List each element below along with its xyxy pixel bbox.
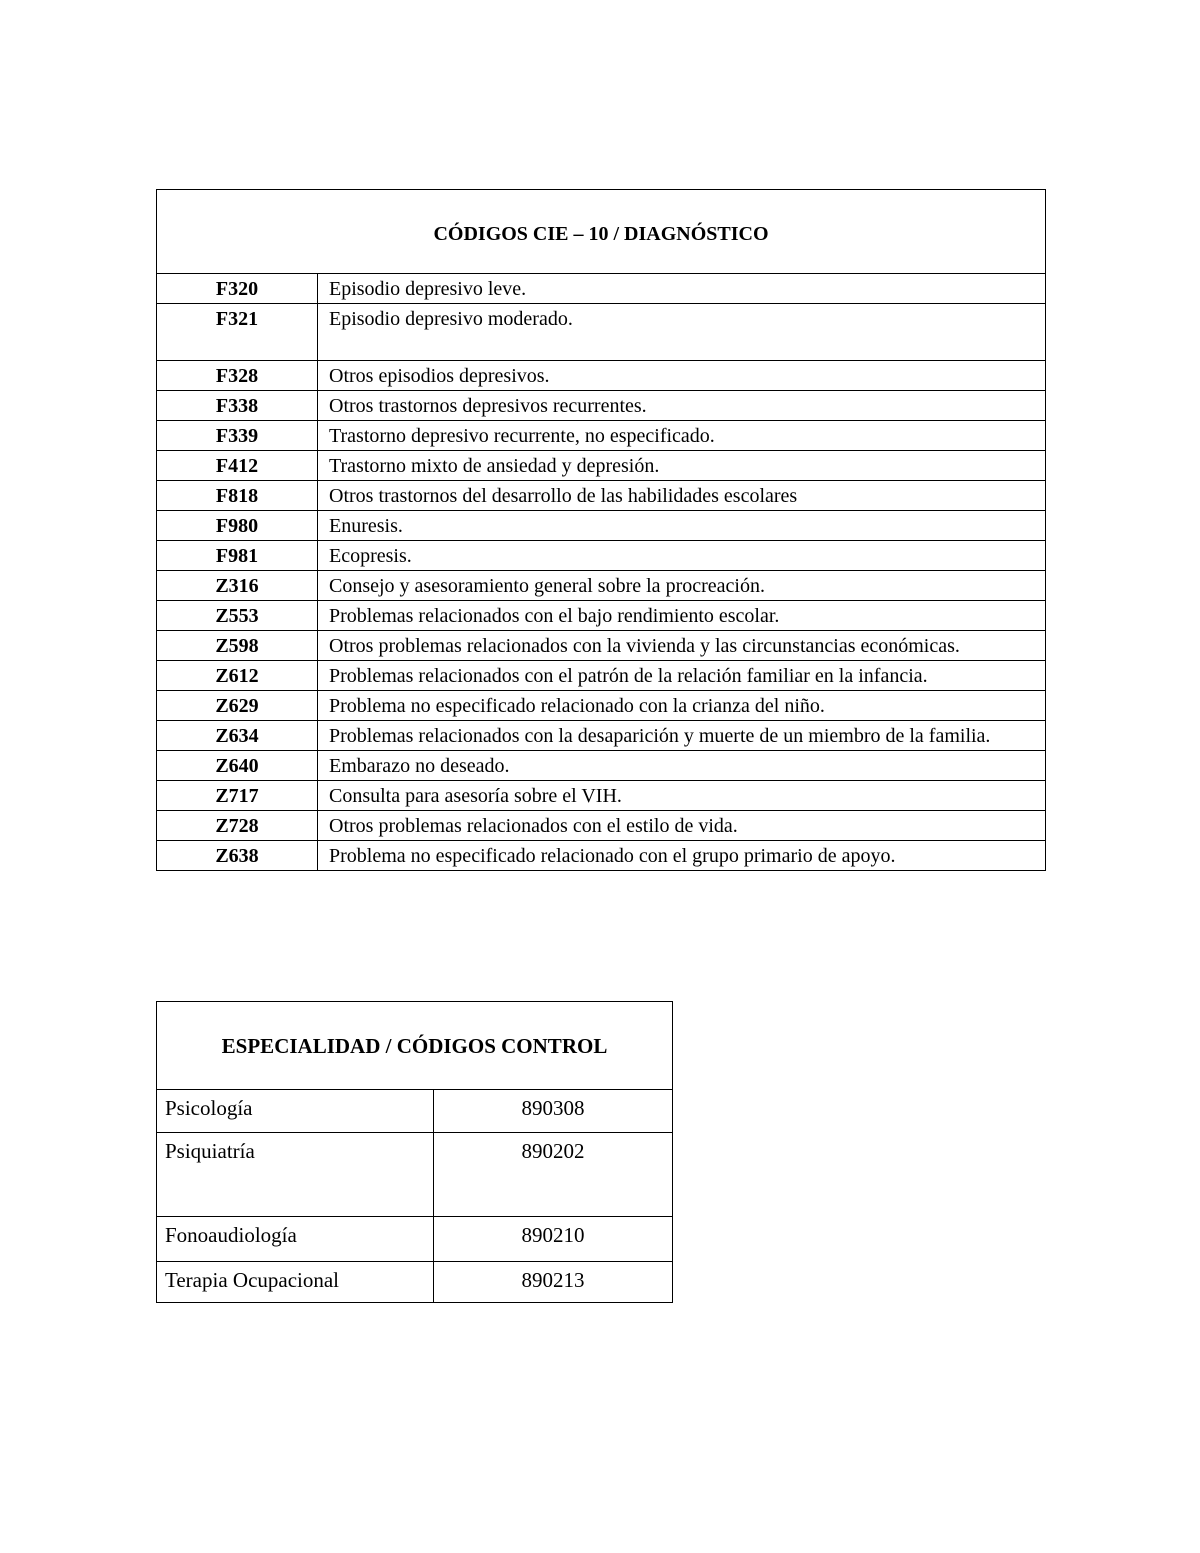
diagnosis-description: Problemas relacionados con el bajo rendimiento escolar. xyxy=(318,601,1046,631)
diagnosis-description: Otros trastornos depresivos recurrentes. xyxy=(318,391,1046,421)
table-row xyxy=(157,1090,673,1133)
diagnosis-code: F338 xyxy=(157,391,318,421)
diagnosis-description: Trastorno depresivo recurrente, no especificado. xyxy=(318,421,1046,451)
table-row xyxy=(157,631,1046,661)
table-row xyxy=(157,541,1046,571)
table-row xyxy=(157,391,1046,421)
diagnosis-description: Problemas relacionados con la desaparición y muerte de un miembro de la familia. xyxy=(318,721,1046,751)
diagnosis-code: Z638 xyxy=(157,841,318,871)
table-row xyxy=(157,361,1046,391)
diagnosis-description: Embarazo no deseado. xyxy=(318,751,1046,781)
table-row xyxy=(157,511,1046,541)
diagnosis-code: F321 xyxy=(157,304,318,361)
diagnosis-description: Ecopresis. xyxy=(318,541,1046,571)
table-row xyxy=(157,721,1046,751)
diagnosis-description: Otros problemas relacionados con el estilo de vida. xyxy=(318,811,1046,841)
diagnosis-code: F980 xyxy=(157,511,318,541)
diagnosis-description: Trastorno mixto de ansiedad y depresión. xyxy=(318,451,1046,481)
diagnosis-code: Z629 xyxy=(157,691,318,721)
diagnosis-description: Problemas relacionados con el patrón de la relación familiar en la infancia. xyxy=(318,661,1046,691)
table-row xyxy=(157,451,1046,481)
table-row xyxy=(157,691,1046,721)
specialty-name: Psicología xyxy=(157,1090,434,1133)
diagnosis-code: Z640 xyxy=(157,751,318,781)
diagnosis-code: F328 xyxy=(157,361,318,391)
diagnosis-description: Episodio depresivo moderado. xyxy=(318,304,1046,361)
diagnosis-description: Consulta para asesoría sobre el VIH. xyxy=(318,781,1046,811)
cie10-diagnosis-table xyxy=(156,189,1046,871)
diagnosis-description: Otros episodios depresivos. xyxy=(318,361,1046,391)
diagnosis-description: Problema no especificado relacionado con la crianza del niño. xyxy=(318,691,1046,721)
control-code: 890202 xyxy=(434,1133,673,1217)
specialty-name: Fonoaudiología xyxy=(157,1217,434,1262)
diagnosis-code: F412 xyxy=(157,451,318,481)
diagnosis-code: Z728 xyxy=(157,811,318,841)
control-code: 890210 xyxy=(434,1217,673,1262)
diagnosis-code: Z612 xyxy=(157,661,318,691)
table-row xyxy=(157,421,1046,451)
diagnosis-code: F320 xyxy=(157,274,318,304)
diagnosis-description: Consejo y asesoramiento general sobre la procreación. xyxy=(318,571,1046,601)
control-code: 890213 xyxy=(434,1262,673,1303)
diagnosis-code: F339 xyxy=(157,421,318,451)
diagnosis-code: Z553 xyxy=(157,601,318,631)
diagnosis-code: Z717 xyxy=(157,781,318,811)
table-header-row xyxy=(157,1002,673,1090)
control-code: 890308 xyxy=(434,1090,673,1133)
diagnosis-code: F818 xyxy=(157,481,318,511)
diagnosis-description: Otros trastornos del desarrollo de las habilidades escolares xyxy=(318,481,1046,511)
table-row xyxy=(157,811,1046,841)
specialty-table-title: ESPECIALIDAD / CÓDIGOS CONTROL xyxy=(157,1002,673,1090)
specialty-control-codes-table xyxy=(156,1001,673,1303)
table-header-row xyxy=(157,190,1046,274)
diagnosis-code: Z598 xyxy=(157,631,318,661)
diagnosis-code: Z316 xyxy=(157,571,318,601)
table-row xyxy=(157,601,1046,631)
table-row xyxy=(157,661,1046,691)
diagnosis-code: F981 xyxy=(157,541,318,571)
table-row xyxy=(157,841,1046,871)
specialty-name: Terapia Ocupacional xyxy=(157,1262,434,1303)
diagnosis-description: Enuresis. xyxy=(318,511,1046,541)
diagnosis-description: Problema no especificado relacionado con el grupo primario de apoyo. xyxy=(318,841,1046,871)
table-row xyxy=(157,751,1046,781)
specialty-name: Psiquiatría xyxy=(157,1133,434,1217)
table-row xyxy=(157,1133,673,1217)
table-row xyxy=(157,1217,673,1262)
table-row xyxy=(157,481,1046,511)
table-row xyxy=(157,274,1046,304)
cie10-table-title: CÓDIGOS CIE – 10 / DIAGNÓSTICO xyxy=(157,190,1046,274)
diagnosis-description: Episodio depresivo leve. xyxy=(318,274,1046,304)
diagnosis-code: Z634 xyxy=(157,721,318,751)
table-row xyxy=(157,304,1046,361)
table-row xyxy=(157,1262,673,1303)
table-row xyxy=(157,781,1046,811)
diagnosis-description: Otros problemas relacionados con la vivienda y las circunstancias económicas. xyxy=(318,631,1046,661)
table-row xyxy=(157,571,1046,601)
